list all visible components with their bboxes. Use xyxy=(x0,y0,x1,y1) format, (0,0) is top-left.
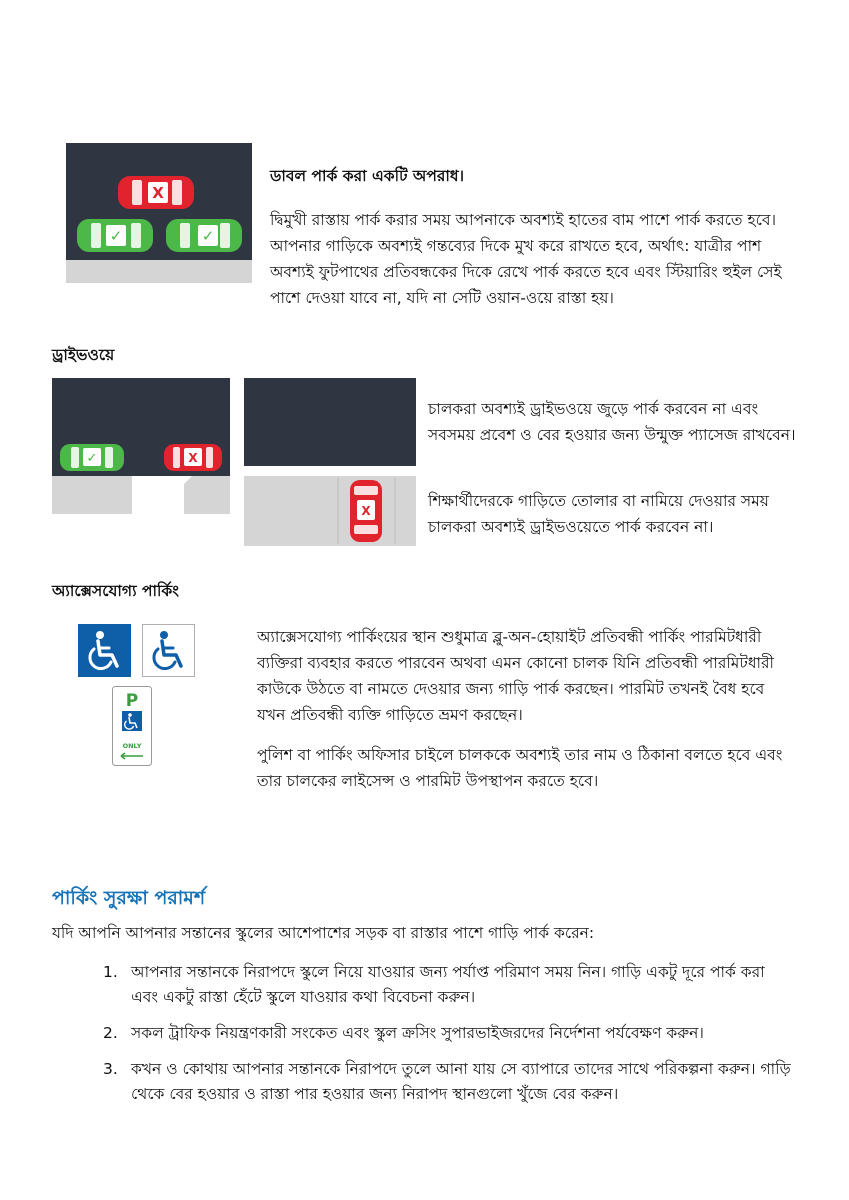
driveway-heading: ড্রাইভওয়ে xyxy=(52,346,115,364)
double-parking-title: ডাবল পার্ক করা একটি অপরাধ। xyxy=(270,167,465,185)
safety-heading: পার্কিং সুরক্ষা পরামর্শ xyxy=(52,887,206,909)
wrong-mark: X xyxy=(152,184,164,202)
wheelchair-icon-white xyxy=(142,624,195,677)
list-item xyxy=(103,1057,793,1107)
red-car-icon xyxy=(350,480,382,542)
list-item xyxy=(103,1021,793,1046)
driveway-illustration-1 xyxy=(52,378,230,514)
ok-mark: ✓ xyxy=(109,227,123,245)
green-car-icon xyxy=(166,219,242,252)
ok-mark: ✓ xyxy=(86,451,98,466)
green-car-icon xyxy=(60,444,124,471)
double-parking-body: দ্বিমুখী রাস্তায় পার্ক করার সময় আপনাকে অবশ্যই হাতের বাম পাশে পার্ক করতে হবে। আপনার গাড়িকে অবশ্যই গন্তব্যের দিকে মুখ করে রাখতে হবে, অর্থাৎ: যাত্রীর পাশ অবশ্যই ফুটপাথের প্রতিবন্ধকের দিকে রেখে পার্ক করতে হবে এবং স্টিয়ারিং হুইল সেই পাশে দেওয়া যাবে না, যদি না সেটি ওয়ান-ওয়ে রাস্তা হয়। xyxy=(270,211,782,307)
ok-mark: ✓ xyxy=(201,227,215,245)
driveway-para-2: শিক্ষার্থীদেরকে গাড়িতে তোলার বা নামিয়ে দেওয়ার সময় চালকরা অবশ্যই ড্রাইভওয়েতে পার্ক করবেন না। xyxy=(428,492,769,536)
list-item-number: 2. xyxy=(103,1024,118,1042)
list-item xyxy=(103,960,793,1010)
list-item-text: কখন ও কোথায় আপনার সন্তানকে নিরাপদে তুলে আনা যায় সে ব্যাপারে তাদের সাথে পরিকল্পনা করুন। গাড়ি থেকে বের হওয়ার ও রাস্তা পার হওয়ার জন্য নিরাপদ স্থানগুলো খুঁজে বের করুন। xyxy=(131,1060,791,1103)
list-item-number: 3. xyxy=(103,1060,118,1078)
accessible-heading: অ্যাক্সেসযোগ্য পার্কিং xyxy=(52,582,179,600)
wrong-mark: X xyxy=(361,504,371,518)
wheelchair-icon-blue xyxy=(78,624,131,677)
wrong-mark: X xyxy=(188,451,198,465)
driveway-illustration-2 xyxy=(244,378,416,546)
sign-only-text: ONLY xyxy=(122,742,142,750)
list-item-text: আপনার সন্তানকে নিরাপদে স্কুলে নিয়ে যাওয়ার জন্য পর্যাপ্ত পরিমাণ সময় নিন। গাড়ি একটু দূরে পার্ক করা এবং একটু রাস্তা হেঁটে স্কুলে যাওয়ার কথা বিবেচনা করুন। xyxy=(131,963,765,1006)
list-item-number: 1. xyxy=(103,963,118,981)
safety-list xyxy=(103,960,793,1118)
sign-letter: P xyxy=(125,691,139,711)
accessible-parking-sign xyxy=(112,686,152,766)
accessible-para-1: অ্যাক্সেসযোগ্য পার্কিংয়ের স্থান শুধুমাত্র ব্লু-অন-হোয়াইট প্রতিবন্ধী পার্কিং পারমিটধারী ব্যক্তিরা ব্যবহার করতে পারবেন অথবা এমন কোনো চালক যিনি প্রতিবন্ধী পারমিটধারী কাউকে উঠতে বা নামতে দেওয়ার জন্য গাড়ি পার্ক করছেন। পারমিট তখনই বৈধ হবে যখন প্রতিবন্ধী ব্যক্তি গাড়িতে ভ্রমণ করছেন। xyxy=(257,628,774,724)
accessible-para-2: পুলিশ বা পার্কিং অফিসার চাইলে চালককে অবশ্যই তার নাম ও ঠিকানা বলতে হবে এবং তার চালকের লাইসেন্স ও পারমিট উপস্থাপন করতে হবে। xyxy=(257,746,783,790)
driveway-para-1: চালকরা অবশ্যই ড্রাইভওয়ে জুড়ে পার্ক করবেন না এবং সবসময় প্রবেশ ও বের হওয়ার জন্য উন্মুক্ত প্যাসেজ রাখবেন। xyxy=(428,400,796,444)
safety-intro: যদি আপনি আপনার সন্তানের স্কুলের আশেপাশের সড়ক বা রাস্তার পাশে গাড়ি পার্ক করেন: xyxy=(52,924,595,942)
green-car-icon xyxy=(77,219,153,252)
red-car-icon xyxy=(164,444,222,471)
red-car-icon xyxy=(118,176,194,209)
list-item-text: সকল ট্রাফিক নিয়ন্ত্রণকারী সংকেত এবং স্কুল ক্রসিং সুপারভাইজরদের নির্দেশনা পর্যবেক্ষণ করুন। xyxy=(131,1024,704,1042)
double-parking-illustration xyxy=(66,143,252,283)
